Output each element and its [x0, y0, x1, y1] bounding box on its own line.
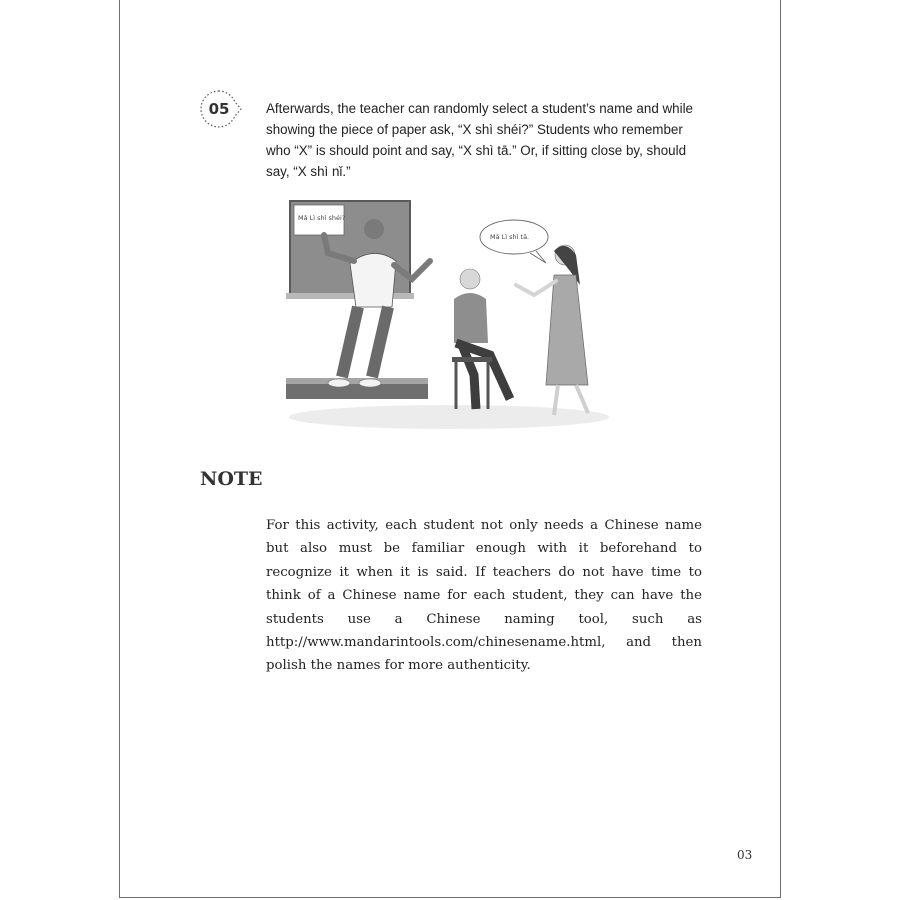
step-instruction: Afterwards, the teacher can randomly select a student’s name and while showing the piece of paper ask, “X shì shéi?” Students who remember who “X” is should point and say, “X shì tā.” Or, if sitting close by, should say, “X shì nǐ.” [266, 101, 693, 179]
note-text: For this activity, each student not only needs a Chinese name but also must be familiar enough with it beforehand to recognize it when it is said. If teachers do not have time to think of a Chinese name for each student, they can have the students use a Chinese naming tool, such as http://www.mandarintools.com/chinesename.html, and then polish the names for more authenticity. [266, 518, 702, 674]
note-heading: NOTE [200, 468, 263, 490]
page-number: 03 [737, 848, 753, 862]
sign-text: Mǎ Lì shì shéi? [298, 214, 346, 222]
classroom-illustration [284, 195, 614, 435]
step-badge [200, 89, 244, 129]
step-number: 05 [208, 100, 230, 118]
speech-bubble-text: Mǎ Lì shì tā. [490, 233, 530, 241]
